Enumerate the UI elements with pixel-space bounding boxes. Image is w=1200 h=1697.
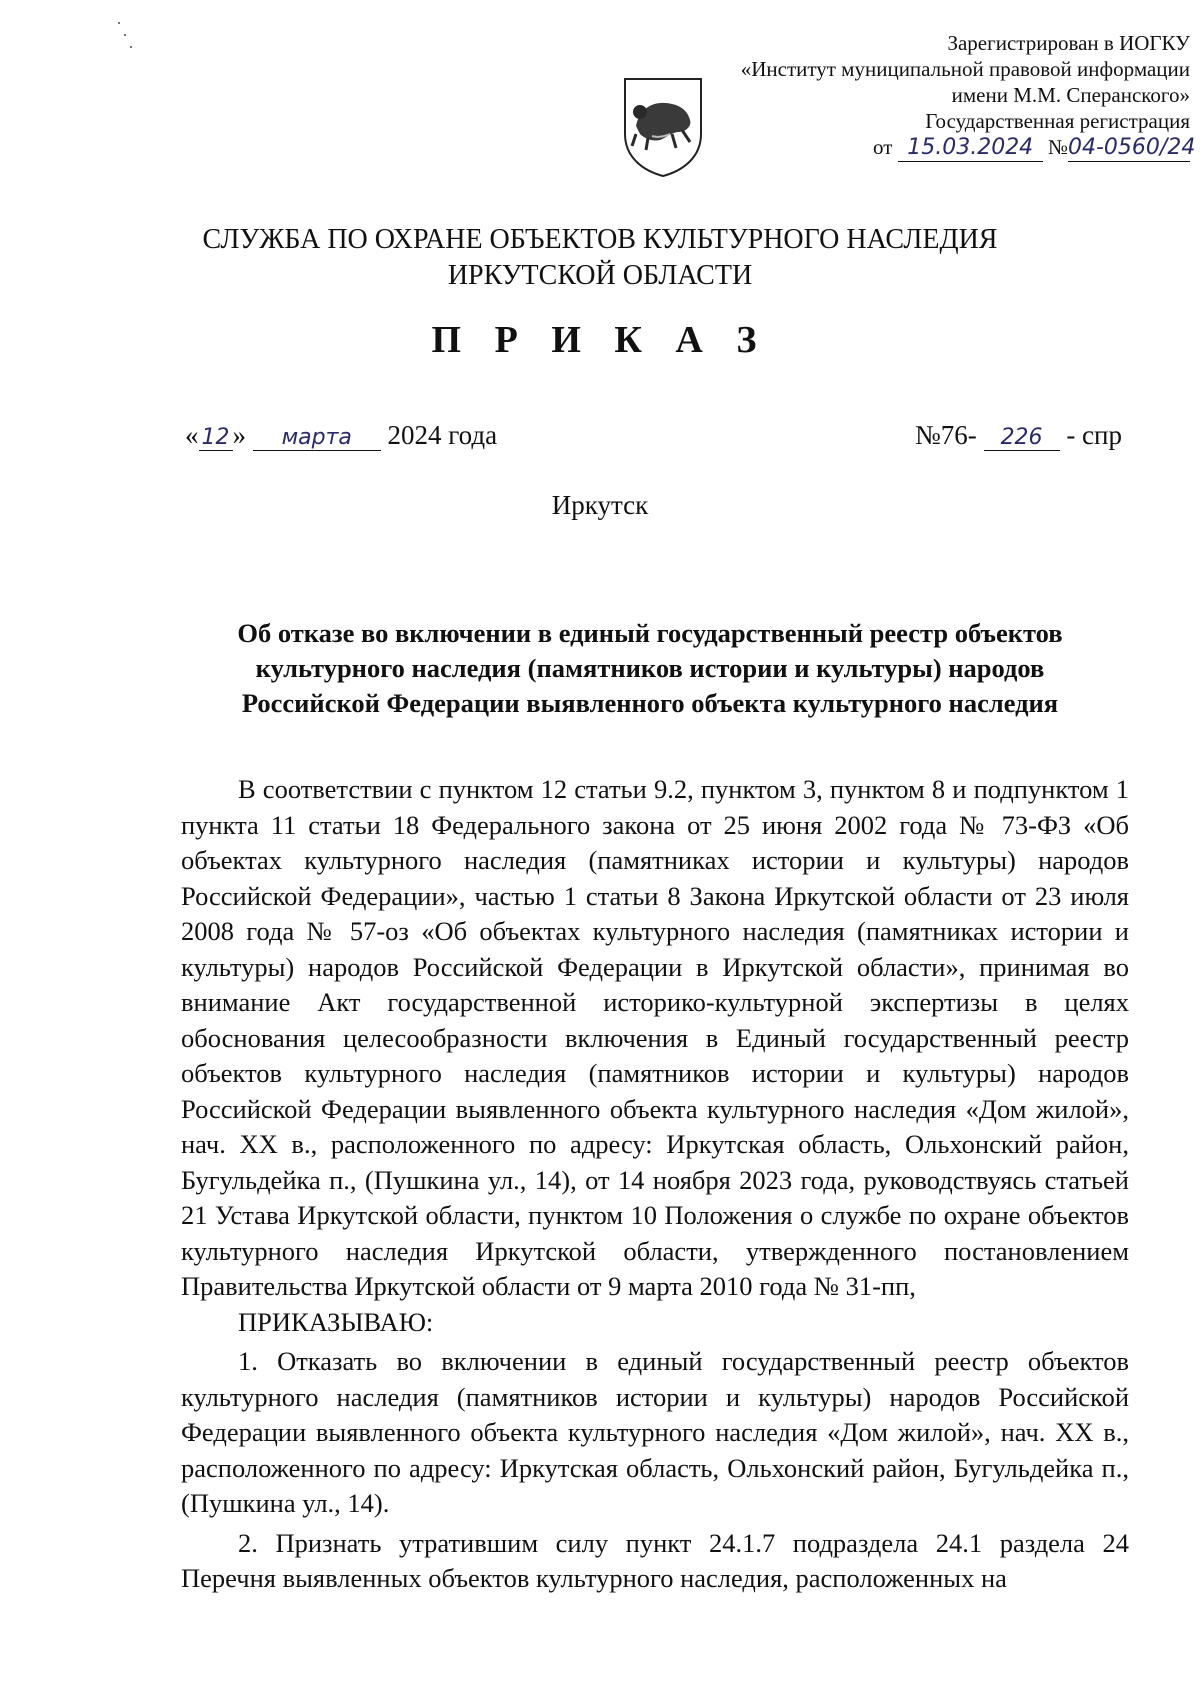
order-date [185,420,497,451]
registration-date-line [670,134,1196,162]
order-item-1: 1. Отказать во включении в единый государственный реестр объектов культурного наследия (памятников истории и культуры) народов Российской Федерации выявленного объекта культурного наследия «Дом жилой», нач. XX в., расположенного по адресу: Иркутская область, Ольхонский район, Бугульдейка п., (Пушкина ул., 14). [181,1346,1129,1518]
order-number-prefix: №76- [915,420,977,450]
scan-speck [130,46,132,48]
subject-line-2: культурного наследия (памятников истории и культуры) народов [255,653,1045,683]
order-subject [170,616,1130,721]
scan-speck [118,22,120,24]
organization-line-2: ИРКУТСКОЙ ОБЛАСТИ [447,260,753,291]
date-month: марта [253,425,381,451]
order-body [181,772,1129,1597]
city: Иркутск [551,490,649,520]
subject-line-1: Об отказе во включении в единый государственный реестр объектов [237,618,1063,648]
coat-of-arms-icon [622,76,704,178]
registration-from-prefix: от [873,135,893,159]
registration-line-1: Зарегистрирован в ИОГКУ [947,31,1190,55]
registration-date: 15.03.2024 [898,135,1043,162]
subject-line-3: Российской Федерации выявленного объекта культурного наследия [241,688,1059,718]
registration-line-3: имени М.М. Сперанского» [951,83,1190,107]
date-day: 12 [199,425,233,451]
date-year: 2024 года [387,420,498,450]
registration-line-2: «Институт муниципальной правовой информации [740,57,1190,81]
organization-heading [0,222,1200,294]
registration-line-4: Государственная регистрация [925,109,1190,133]
order-number [915,420,1122,451]
preamble-paragraph: В соответствии с пунктом 12 статьи 9.2, пунктом 3, пунктом 8 и подпунктом 1 пункта 11 статьи 18 Федерального закона от 25 июня 2002 года № 73-ФЗ «Об объектах культурного наследия (памятниках истории и культуры) народов Российской Федерации», частью 1 статьи 8 Закона Иркутской области от 23 июля 2008 года № 57-оз «Об объектах культурного наследия (памятниках истории и культуры) народов Российской Федерации в Иркутской области», принимая во внимание Акт государственной историко-культурной экспертизы в целях обоснования целесообразности включения в Единый государственный реестр объектов культурного наследия (памятников истории и культуры) народов Российской Федерации выявленного объекта культурного наследия «Дом жилой», нач. XX в., расположенного по адресу: Иркутская область, Ольхонский район, Бугульдейка п., (Пушкина ул., 14), от 14 ноября 2023 года, руководствуясь статьей 21 Устава Иркутской области, пунктом 10 Положения о службе по охране объектов культурного наследия Иркутской области, утвержденного постановлением Правительства Иркутской области от 9 марта 2010 года № 31-пп, [181,774,1129,1301]
registration-number-prefix: № [1047,135,1068,159]
order-item-2: 2. Признать утратившим силу пункт 24.1.7 подраздела 24.1 раздела 24 Перечня выявленных объектов культурного наследия, расположенных на [181,1527,1129,1593]
order-number-suffix: - спр [1066,420,1122,450]
date-close-quote: » [232,420,246,450]
scan-speck [124,34,126,36]
order-word: ПРИКАЗЫВАЮ: [238,1306,434,1337]
organization-line-1: СЛУЖБА ПО ОХРАНЕ ОБЪЕКТОВ КУЛЬТУРНОГО НАСЛЕДИЯ [202,224,998,255]
registration-block [670,30,1196,162]
document-title: П Р И К А З [431,319,769,361]
date-open-quote: « [185,420,199,450]
order-number-value: 226 [984,425,1060,451]
registration-number: 04-0560/24 [1068,135,1196,160]
